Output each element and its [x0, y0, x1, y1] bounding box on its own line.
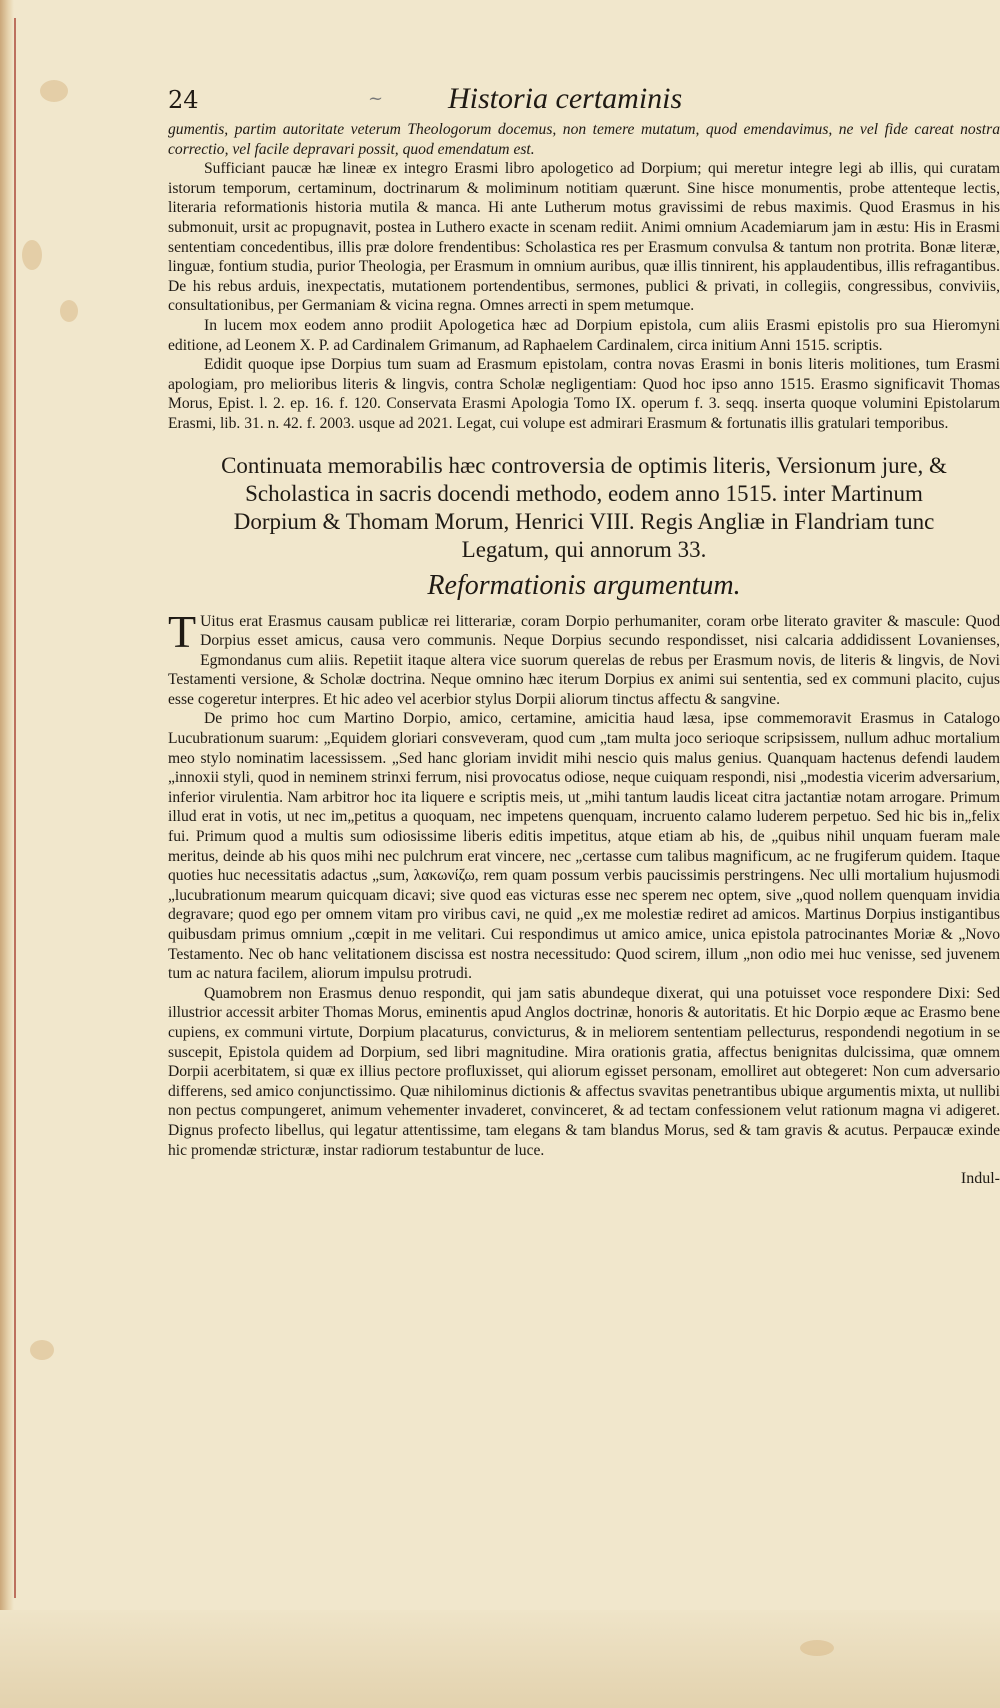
running-head: Historia certaminis	[448, 82, 683, 115]
paragraph: Edidit quoque ipse Dorpius tum suam ad Erasmum epistolam, contra novas Erasmi in bonis literis molitiones, tum Erasmi apologiam, pro melioribus literis & lingvis, contra Scholæ negligentiam: Quod hoc ipso anno 1515. Erasmo significavit Thomas Morus, Epist. l. 2. ep. 16. f. 120. Conservata Erasmi Apologia Tomo IX. operum f. 3. seqq. inserta quoque volumini Epistolarum Erasmi, lib. 31. n. 42. f. 2003. usque ad 2021. Legat, cui volupe est admirari Erasmum & fortunatis illis gratulari temporibus.	[168, 356, 1000, 432]
foxing-spot	[30, 1340, 54, 1360]
foxing-spot	[22, 240, 42, 270]
page-header	[168, 82, 1000, 120]
foxing-spot	[800, 1640, 834, 1656]
paragraph-continuation: gumentis, partim autoritate veterum Theologorum docemus, non temere mutatum, quod emendavimus, ne vel fide careat nostra correctio, vel facile depravari possit, quod emendatum est.	[168, 121, 1000, 158]
paragraph: Sufficiant paucæ hæ lineæ ex integro Erasmi libro apologetico ad Dorpium; qui meretur integre legi ab illis, qui curatam istorum temporum, certaminum, doctrinarum & moliminum notitiam quærunt. Sine hisce monumentis, probe attenteque lectis, literaria reformationis historia mutila & manca. Hi ante Lutherum motus gravissimi de rebus maximis. Quod Erasmus in his submonuit, ursit ac propugnavit, postea in Luthero exacte in scenam rediit. Animi omnium Academiarum jam in æstu: His in Erasmi sententiam concedentibus, illis præ dolore frendentibus: Scholastica res per Erasmum convulsa & tantum non protrita. Bonæ literæ, linguæ, fontium studia, purior Theologia, per Erasmum in omnium auribus, quæ illis tinnirent, his applaudentibus, illis refragantibus. De his rebus arduis, inexpectatis, mutationem portendentibus, sermones, publici & privati, in collegiis, congressibus, conviviis, consultationibus, per Germaniam & vicina regna. Omnes arrecti in spem metumque.	[168, 160, 1000, 315]
page-number: 24	[168, 86, 199, 114]
foxing-spot	[60, 300, 78, 322]
catchword: Indul-	[960, 1170, 1000, 1188]
header-ornament: ~	[368, 88, 384, 109]
text-column	[168, 82, 1000, 1188]
foxing-spot	[40, 80, 68, 102]
page-bottom-shade	[0, 1610, 1000, 1708]
paragraph: Quamobrem non Erasmus denuo respondit, qui jam satis abundeque dixerat, qui una potuisset voce respondere Dixi: Sed illustrior accessit arbiter Thomas Morus, eminentis apud Anglos doctrinæ, honoris & autoritatis. Et hic Dorpio æque ac Erasmo bene cupiens, ex communi virtute, Dorpium placaturus, convicturus, & in meliorem sententiam pellecturus, respondendi negotium in se suscepit, Epistola quidem ad Dorpium, sed libri magnitudine. Mira orationis gratia, affectus benignitas dulcissima, quæ omnem Dorpii acerbitatem, si quæ ex illius pectore profluxisset, qui aliorum egisset personam, emolliret aut obtegeret: Non cum adversario differens, sed amico conjunctissimo. Quæ nihilominus dictionis & affectus svavitas penetrantibus ubique argumentis mixta, ut nullibi non pectus compungeret, animum vehementer invaderet, convinceret, & ad tectam confessionem velut rationum magna vi adigeret. Dignus profecto libellus, qui legatur attentissime, tam elegans & tam blandus Morus, sed & tam gravis & acutus. Perpaucæ exinde hic promendæ stricturæ, instar radiorum testabuntur de luce.	[168, 984, 1000, 1159]
drop-capital: T	[168, 605, 197, 657]
paragraph-text: Uitus erat Erasmus causam publicæ rei litterariæ, coram Dorpio perhumaniter, coram orbe literato graviter & mascule: Quod Dorpius esset amicus, causa vero communis. Neque Dorpius secundo respondisset, nisi calcaria addidissent Lovanienses, Egmondanus cum aliis. Repetiit itaque altera vice suorum querelas de rebus per Erasmum novis, de literis & lingvis, de Novi Testamenti versione, & Scholæ doctrina. Neque omnino hæc iterum Dorpius ex animi sui sententia, sed ex communi placito, cujus esse cogeretur interpres. Et hic adeo vel acerbior stylus Dorpii aliorum tinctus affectu & sangvine.	[168, 612, 1000, 708]
paragraph-dropcap	[168, 605, 1000, 710]
section-title: Reformationis argumentum.	[427, 569, 741, 601]
paragraph: In lucem mox eodem anno prodiit Apologetica hæc ad Dorpium epistola, cum aliis Erasmi epistolis pro sua Hieromyni editione, ad Leonem X. P. ad Cardinalem Grimanum, ad Raphaelem Cardinalem, circa initium Anni 1515. scriptis.	[168, 316, 1000, 354]
margin-rule	[14, 18, 16, 1598]
page-left-edge	[0, 0, 14, 1708]
paragraph: De primo hoc cum Martino Dorpio, amico, certamine, amicitia haud læsa, ipse commemoravit Erasmus in Catalogo Lucubrationum suarum: „Equidem gloriari consveveram, quod cum „tam multa joco serioque scripsissem, nullum adhuc mortalium meo stylo nominatim lacessissem. „Sed hanc gloriam invidit mihi nescio quis malus genius. Quanquam hactenus defendi laudem „innoxii styli, quod in neminem strinxi ferrum, nisi provocatus odiose, neque cuiquam respondi, nisi „modestia vicerim adversarium, inferior virulentia. Nam arbitror hoc ita liquere e scriptis meis, ut „mihi tantum laudis liceat citra jactantiæ notam arrogare. Primum illud erat in votis, ut nec im„petitus a quoquam, nec impetens quenquam, incruento calamo luderem perpetuo. Sed hic bis in„felix fui. Primum quod a multis sum odiosissime liberis editis impetitus, atque etiam ab his, de „quibus nihil unquam fueram male meritus, deinde ab his quos mihi nec pulchrum erat vincere, nec „certasse cum talibus magnificum, ac ne frugiferum quidem. Itaque quoties huc necessitatis adactus „sum, λακωνίζω, rem quam possum verbis paucissimis perstringens. Nec ulli mortalium hujusmodi „lucubrationum mearum quicquam dicavi; sive quod eas victuras esse nec sperem nec optem, sive „quod nollem quenquam invidia degravare; quod ego per omnem vitam pro viribus cavi, ne quid „ex me molestiæ rediret ad amicos. Martinus Dorpius instigantibus quibusdam primus omnium „cœpit in me velitari. Cui respondimus ut amico amice, unica epistola patrocinantes Moriæ & „Novo Testamento. Nec ob hanc velitationem discissa est nostra necessitudo: Quod scirem, illum „non odio mei huc venisse, sed juvenem tum ac natura facilem, aliorum impulsu protrudi.	[168, 710, 1000, 983]
section-subheading: Continuata memorabilis hæc controversia de optimis literis, Versionum jure, & Scholastica in sacris docendi methodo, eodem anno 1515. inter Martinum Dorpium & Thomam Morum, Henrici VIII. Regis Angliæ in Flandriam tunc Legatum, qui annorum 33.	[221, 452, 947, 562]
